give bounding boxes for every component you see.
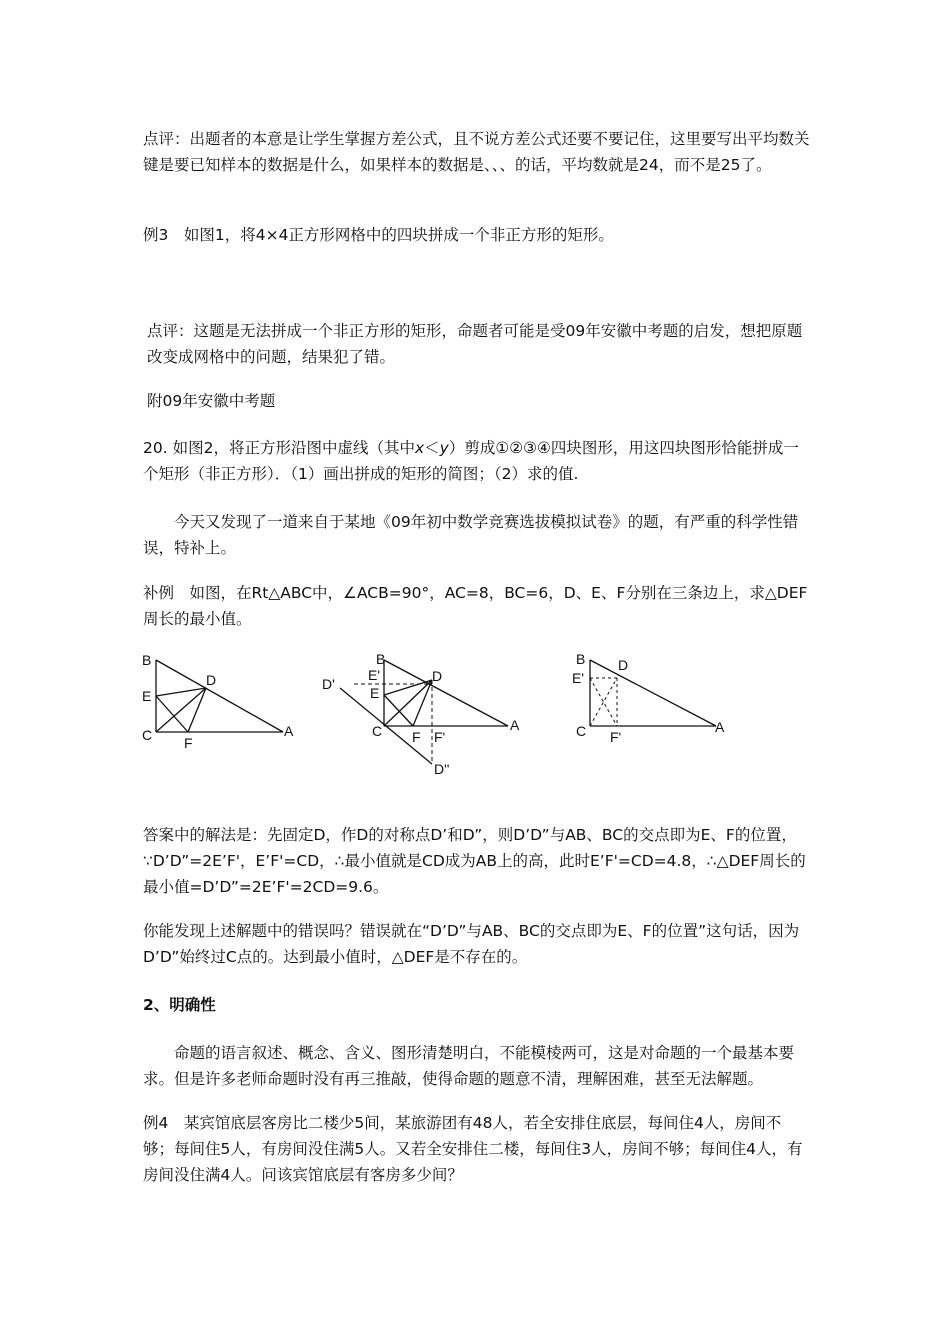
fig1-label-a: A — [284, 723, 294, 739]
fig1-label-d: D — [206, 672, 217, 688]
problem-20-text-b: ）剪成①②③④四块图形，用这四块图形恰能拼成一个矩形（非正方形）．（1）画出拼成的矩形的简图；（2）求的值. — [143, 439, 799, 483]
answer-solution: 答案中的解法是：先固定D，作D的对称点D’和D”，则D’D”与AB、BC的交点即为E、F的位置，∵D’D”=2E’F'，E’F'=CD，∴最小值就是CD成为AB上的高，此时E’F'=CD=4.8，∴△DEF周长的最小值=D’D”=2E’F'=2CD=9.6。 — [143, 826, 806, 896]
fig2-label-d: D — [432, 668, 443, 684]
fig3-label-b: B — [576, 651, 586, 667]
figure-3 — [570, 648, 740, 748]
supplementary-example: 补例 如图，在Rt△ABC中，∠ACB=90°，AC=8，BC=6，D、E、F分别在三条边上，求△DEF周长的最小值。 — [143, 584, 808, 628]
fig3-label-f-prime: F' — [610, 729, 622, 745]
fig2-label-f-prime: F' — [434, 729, 446, 745]
var-x: x — [414, 439, 425, 457]
fig2-label-e: E — [370, 685, 380, 701]
fig2-fd — [413, 680, 432, 726]
example-3: 例3 如图1，将4×4正方形网格中的四块拼成一个非正方形的矩形。 — [143, 226, 614, 244]
error-analysis: 你能发现上述解题中的错误吗？错误就在“D’D”与AB、BC的交点即为E、F的位置”这句话，因为D’D”始终过C点的。达到最小值时，△DEF是不存在的。 — [143, 922, 800, 966]
fig1-fd — [188, 688, 206, 732]
less-than: ＜ — [424, 439, 440, 457]
var-y: y — [439, 439, 449, 457]
fig2-side-ab — [384, 660, 508, 726]
fig1-side-ab — [156, 660, 283, 732]
fig2-label-e-prime: E' — [368, 667, 381, 683]
clarity-paragraph: 命题的语言叙述、概念、含义、图形清楚明白，不能模棱两可，这是对命题的一个最基本要求。但是许多老师命题时没有再三推敲，使得命题的题意不清，理解困难，甚至无法解题。 — [143, 1044, 795, 1088]
fig3-label-a: A — [715, 719, 725, 735]
fig2-label-b: B — [376, 651, 386, 667]
fig1-label-f: F — [184, 735, 193, 751]
fig2-label-d-double-prime: D'' — [434, 761, 450, 777]
fig2-label-a: A — [510, 717, 520, 733]
problem-20 — [143, 435, 811, 487]
comment-paragraph-2: 点评：这题是无法拼成一个非正方形的矩形，命题者可能是受09年安徽中考题的启发，想把原题改变成网格中的问题，结果犯了错。 — [147, 322, 803, 366]
fig3-label-c: C — [576, 723, 587, 739]
fig1-label-e: E — [142, 688, 152, 704]
fig1-label-c: C — [142, 727, 153, 743]
fig1-label-b: B — [142, 652, 152, 668]
section-heading-clarity: 2、明确性 — [143, 996, 216, 1014]
example-4: 例4 某宾馆底层客房比二楼少5间，某旅游团有48人，若全安排住底层，每间住4人，房间不够；每间住5人，有房间没住满5人。又若全安排住二楼，每间住3人，房间不够；每间住4人，有房间没住满4人。问该宾馆底层有客房多少间？ — [143, 1114, 803, 1184]
problem-20-text-a: 20. 如图2，将正方形沿图中虚线（其中 — [143, 439, 415, 457]
figure-2 — [318, 648, 528, 778]
figure-1 — [138, 648, 308, 753]
fig3-label-d: D — [618, 657, 629, 673]
comment-paragraph-1: 点评：出题者的本意是让学生掌握方差公式，且不说方差公式还要不要记住，这里要写出平均数关键是要已知样本的数据是什么，如果样本的数据是、、、的话，平均数就是24，而不是25了。 — [143, 130, 810, 174]
fig2-label-c: C — [372, 723, 383, 739]
note-paragraph: 今天又发现了一道来自于某地《09年初中数学竞赛选拔模拟试卷》的题，有严重的科学性错误，特补上。 — [143, 513, 799, 557]
appendix-title: 附09年安徽中考题 — [147, 392, 276, 410]
fig2-label-d-prime: D' — [322, 676, 335, 692]
fig2-label-f: F — [412, 729, 421, 745]
fig3-label-e-prime: E' — [572, 670, 585, 686]
fig1-ef — [156, 696, 188, 732]
